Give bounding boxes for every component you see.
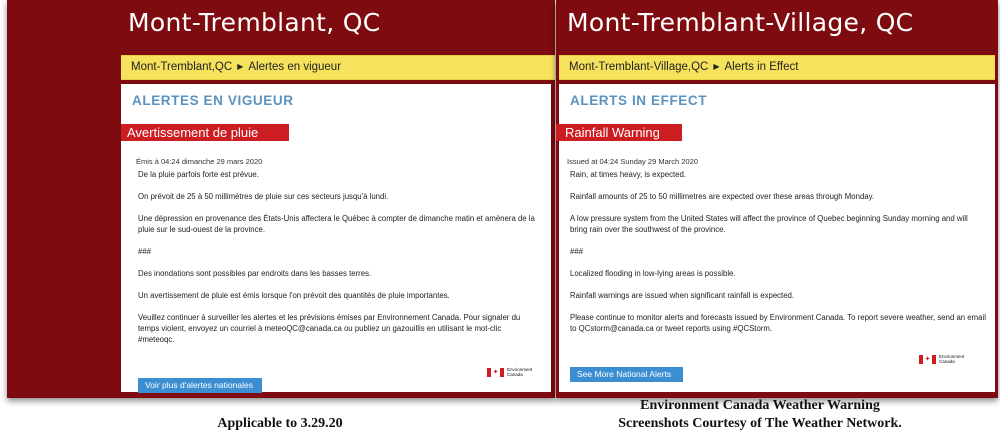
issued-timestamp: Émis à 04:24 dimanche 29 mars 2020 (136, 157, 263, 166)
city-title: Mont-Tremblant-Village, QC (567, 8, 914, 37)
caption-date: Applicable to 3.29.20 (217, 416, 343, 431)
logo-line-1: Environment (939, 354, 965, 359)
breadcrumb-location-link[interactable]: Mont-Tremblant-Village,QC (569, 61, 709, 73)
caption-credit-line-1: Environment Canada Weather Warning (640, 398, 880, 413)
alerts-heading: ALERTS IN EFFECT (570, 93, 708, 108)
caption-credit (560, 397, 960, 433)
alert-paragraph: Un avertissement de pluie est émis lorsque l'on prévoit des quantités de pluie importantes. (138, 291, 450, 300)
breadcrumb (559, 55, 995, 80)
city-title: Mont-Tremblant, QC (128, 8, 381, 37)
alert-paragraph: Localized flooding in low-lying areas is possible. (570, 269, 736, 278)
alert-card (559, 84, 995, 392)
breadcrumb (121, 55, 555, 80)
alert-paragraph: Rainfall warnings are issued when significant rainfall is expected. (570, 291, 795, 300)
logo-line-2: Canada (507, 372, 523, 377)
breadcrumb-current: Alerts in Effect (724, 61, 799, 73)
alert-paragraph: A low pressure system from the United States will affect the province of Quebec beginning Sunday morning and will bring rain over the southwest of the province. (570, 214, 968, 234)
alert-panel-french (7, 0, 555, 398)
breadcrumb-separator-icon: ▶ (237, 62, 244, 71)
alert-card (121, 84, 551, 392)
alert-paragraph: On prévoit de 25 à 50 millimètres de pluie sur ces secteurs jusqu'à lundi. (138, 192, 389, 201)
warning-title: Rainfall Warning (556, 124, 682, 141)
warning-title: Avertissement de pluie (121, 124, 289, 141)
maple-leaf-icon: ✦ (919, 355, 936, 364)
alert-paragraph: Veuillez continuer à surveiller les alertes et les prévisions émises par Environnement Canada. Pour signaler du temps violent, envoyez un courriel à meteoQC@canada.ca ou publiez un gazouillis en utilisant le mot-clic #meteoqc. (138, 313, 521, 344)
alert-paragraph: Des inondations sont possibles par endroits dans les basses terres. (138, 269, 372, 278)
logo-line-2: Canada (939, 359, 955, 364)
alerts-heading: ALERTES EN VIGUEUR (132, 93, 294, 108)
caption-credit-line-2: Screenshots Courtesy of The Weather Network. (618, 416, 902, 431)
breadcrumb-separator-icon: ▶ (713, 62, 720, 71)
alert-paragraph: De la pluie parfois forte est prévue. (138, 170, 259, 179)
maple-leaf-icon: ✦ (487, 368, 504, 377)
alert-paragraph: Rain, at times heavy, is expected. (570, 170, 686, 179)
more-national-alerts-button[interactable]: See More National Alerts (570, 367, 683, 382)
alert-paragraph: ### (570, 247, 584, 256)
alert-paragraph: Rainfall amounts of 25 to 50 millimetres are expected over these areas through Monday. (570, 192, 875, 201)
alert-body (138, 169, 538, 356)
alert-panel-english (556, 0, 998, 398)
environment-canada-logo (487, 367, 532, 377)
alert-paragraph: ### (138, 247, 152, 256)
more-national-alerts-button[interactable]: Voir plus d'alertes nationales (138, 378, 262, 393)
breadcrumb-current: Alertes en vigueur (248, 61, 342, 73)
alert-paragraph: Une dépression en provenance des États-Unis affectera le Québec à compter de dimanche matin et amènera de la pluie sur le sud-ouest de la province. (138, 214, 535, 234)
alert-body (570, 169, 986, 345)
alert-paragraph: Please continue to monitor alerts and forecasts issued by Environment Canada. To report severe weather, send an email to QCstorm@canada.ca or tweet reports using #QCStorm. (570, 313, 986, 333)
issued-timestamp: Issued at 04:24 Sunday 29 March 2020 (567, 157, 698, 166)
environment-canada-logo (919, 354, 964, 364)
breadcrumb-location-link[interactable]: Mont-Tremblant,QC (131, 61, 233, 73)
logo-line-1: Environment (507, 367, 533, 372)
